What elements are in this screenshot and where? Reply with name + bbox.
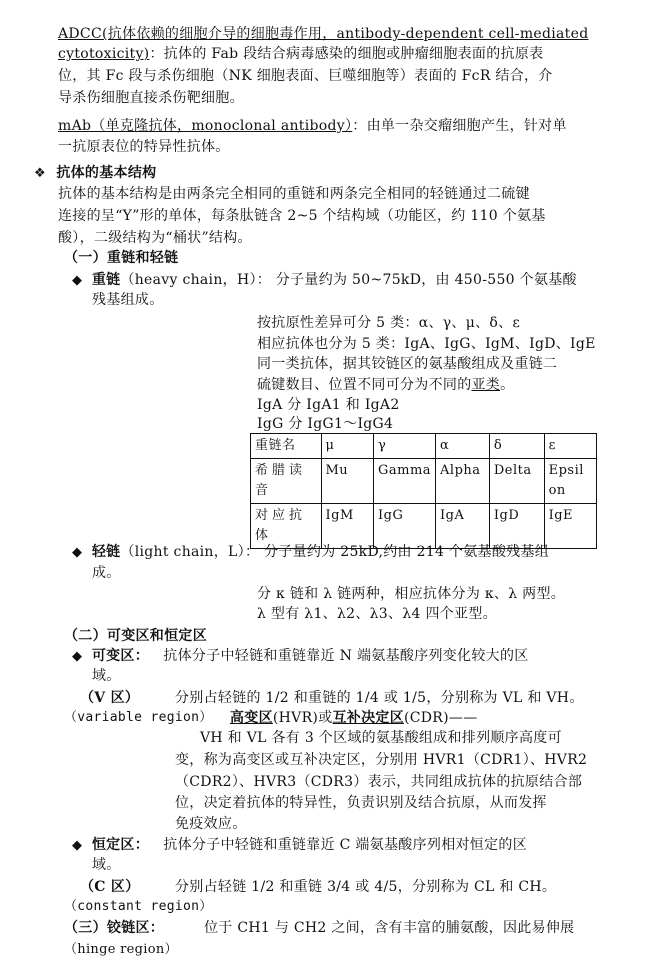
mab-line-2: 一抗原表位的特异性抗体。 [58,139,230,155]
constant-region-line-2: 域。 [92,857,121,873]
heavy-note-2: 相应抗体也分为 5 类：IgA、IgG、IgM、IgD、IgE [257,336,596,352]
constant-bullet-icon: ◆ [72,838,83,853]
hvr-desc-2: 变，称为高变区或互补决定区，分别用 HVR1（CDR1）、HVR2 [175,752,588,768]
heavy-chain-line-2: 残基组成。 [92,292,164,308]
heavy-note-6: IgG 分 IgG1～IgG4 [257,416,394,432]
variable-region-text: 抗体分子中轻链和重链靠近 N 端氨基酸序列变化较大的区 [163,648,529,664]
heavy-chain-line [72,270,577,291]
variable-region-line-2: 域。 [92,668,121,684]
part3-title: （三）铰链区： [64,920,165,936]
hinge-region-text: 位于 CH1 与 CH2 之间，含有丰富的脯氨酸，因此易伸展 [204,920,575,936]
heavy-note-4 [257,375,514,395]
v-region-abbr: （V 区） [80,690,140,706]
c-region-abbr: （C 区） [80,879,140,895]
adcc-definition: ：抗体的 Fab 段结合病毒感染的细胞或肿瘤细胞表面的抗原表 [149,46,544,62]
hvr-desc-4: 位，决定着抗体的特异性，负责识别及结合抗原，从而发挥 [175,795,547,811]
heavy-bullet-icon: ◆ [72,273,83,288]
table-cell: Mu [321,459,373,504]
part1-title: （一）重链和轻链 [64,250,179,266]
cdr-abbr: (CDR)—— [404,710,478,726]
mab-line-1 [58,116,567,136]
section-heading [34,163,156,184]
table-header-cell: μ [321,434,373,459]
table-cell: IgA [436,504,490,549]
heavy-note-3: 同一类抗体，据其铰链区的氨基酸组成及重链二 [257,356,558,372]
mab-term: mAb（单克隆抗体，monoclonal antibody） [58,118,353,134]
structure-para-line-2: 连接的呈“Y”形的单体，每条肽链含 2~5 个结构域（功能区，约 110 个氨基 [58,208,546,224]
adcc-line-2 [58,44,543,64]
heavy-note-4-end: 。 [500,377,515,393]
c-region-english: （constant region） [64,899,213,914]
variable-bullet-icon: ◆ [72,649,83,664]
heavy-chain-label: 重链 [91,272,121,288]
light-note-2: λ 型有 λ1、λ2、λ3、λ4 四个亚型。 [257,606,497,622]
table-header-row [251,434,597,459]
light-chain-line-2: 成。 [92,565,121,581]
variable-region-line [72,646,529,667]
table-cell: Alpha [436,459,490,504]
table-cell: Gamma [373,459,435,504]
light-bullet-icon: ◆ [72,545,83,560]
v-region-abbr-text: 分别占轻链的 1/2 和重链的 1/4 或 1/5，分别称为 VL 和 VH。 [175,690,584,706]
heavy-note-5: IgA 分 IgA1 和 IgA2 [257,397,400,413]
c-region-abbr-text: 分别占轻链 1/2 和重链 3/4 或 4/5，分别称为 CL 和 CH。 [175,879,557,895]
table-row [251,459,597,504]
hvr-abbr: (HVR)或 [272,710,333,726]
light-chain-label: 轻链 [91,544,121,560]
hvr-desc-1: VH 和 VL 各有 3 个区域的氨基酸组成和排列顺序高度可 [200,730,562,746]
table-header-cell: ε [544,434,596,459]
table-cell: IgM [321,504,373,549]
constant-region-label: 恒定区： [91,837,150,853]
hvr-term: 高变区 [230,710,273,726]
table-cell: IgD [489,504,544,549]
light-chain-text: （light chain，L）： 分子量约为 25kD,约由 214 个氨基酸残基组 [120,544,550,560]
hvr-heading [230,708,478,728]
table-cell: Epsilon [544,459,596,504]
subclass-term: 亚类 [471,377,501,393]
table-cell: IgE [544,504,596,549]
heavy-note-1: 按抗原性差异可分 5 类：α、γ、μ、δ、ε [257,315,521,331]
table-header-cell: δ [489,434,544,459]
hvr-desc-3: （CDR2）、HVR3（CDR3）表示，共同组成抗体的抗原结合部 [175,774,583,790]
hinge-region-english: （hinge region） [64,942,178,957]
table-header-cell: γ [373,434,435,459]
table-header-cell: 重链名 [251,434,322,459]
heavy-note-4-text: 硫键数目、位置不同可分为不同的 [257,377,472,393]
constant-region-line [72,835,527,856]
section-title: 抗体的基本结构 [56,165,157,181]
heavy-chain-table [250,433,597,549]
table-row-label: 希腊读音 [251,459,322,504]
cdr-term: 互补决定区 [332,710,404,726]
table-cell: Delta [489,459,544,504]
part2-title: （二）可变区和恒定区 [64,628,207,644]
table-header-cell: α [436,434,490,459]
v-region-english: （variable region） [64,710,213,725]
adcc-line-3: 位，其 Fc 段与杀伤细胞（NK 细胞表面、巨噬细胞等）表面的 FcR 结合，介 [58,68,553,84]
adcc-line-4: 导杀伤细胞直接杀伤靶细胞。 [58,90,244,106]
light-note-1: 分 κ 链和 λ 链两种，相应抗体分为 κ、λ 两型。 [257,586,566,602]
table-row-label: 对应抗体 [251,504,322,549]
adcc-term-end: cytotoxicity) [58,46,150,62]
mab-definition: ：由单一杂交瘤细胞产生，针对单 [352,118,567,134]
hvr-desc-5: 免疫效应。 [175,816,247,832]
constant-region-text: 抗体分子中轻链和重链靠近 C 端氨基酸序列相对恒定的区 [163,837,528,853]
table-cell: IgG [373,504,435,549]
heavy-chain-text: （heavy chain，H）： 分子量约为 50~75kD，由 450-550 个氨基酸 [120,272,577,288]
section-bullet-icon: ❖ [34,166,46,181]
variable-region-label: 可变区： [91,648,150,664]
structure-para-line-3: 酸），二级结构为“桶状”结构。 [58,230,252,246]
light-chain-line [72,542,549,563]
adcc-line-1: ADCC(抗体依赖的细胞介导的细胞毒作用，antibody-dependent cell-mediated [58,26,589,42]
structure-para-line-1: 抗体的基本结构是由两条完全相同的重链和两条完全相同的轻链通过二硫键 [58,186,530,202]
